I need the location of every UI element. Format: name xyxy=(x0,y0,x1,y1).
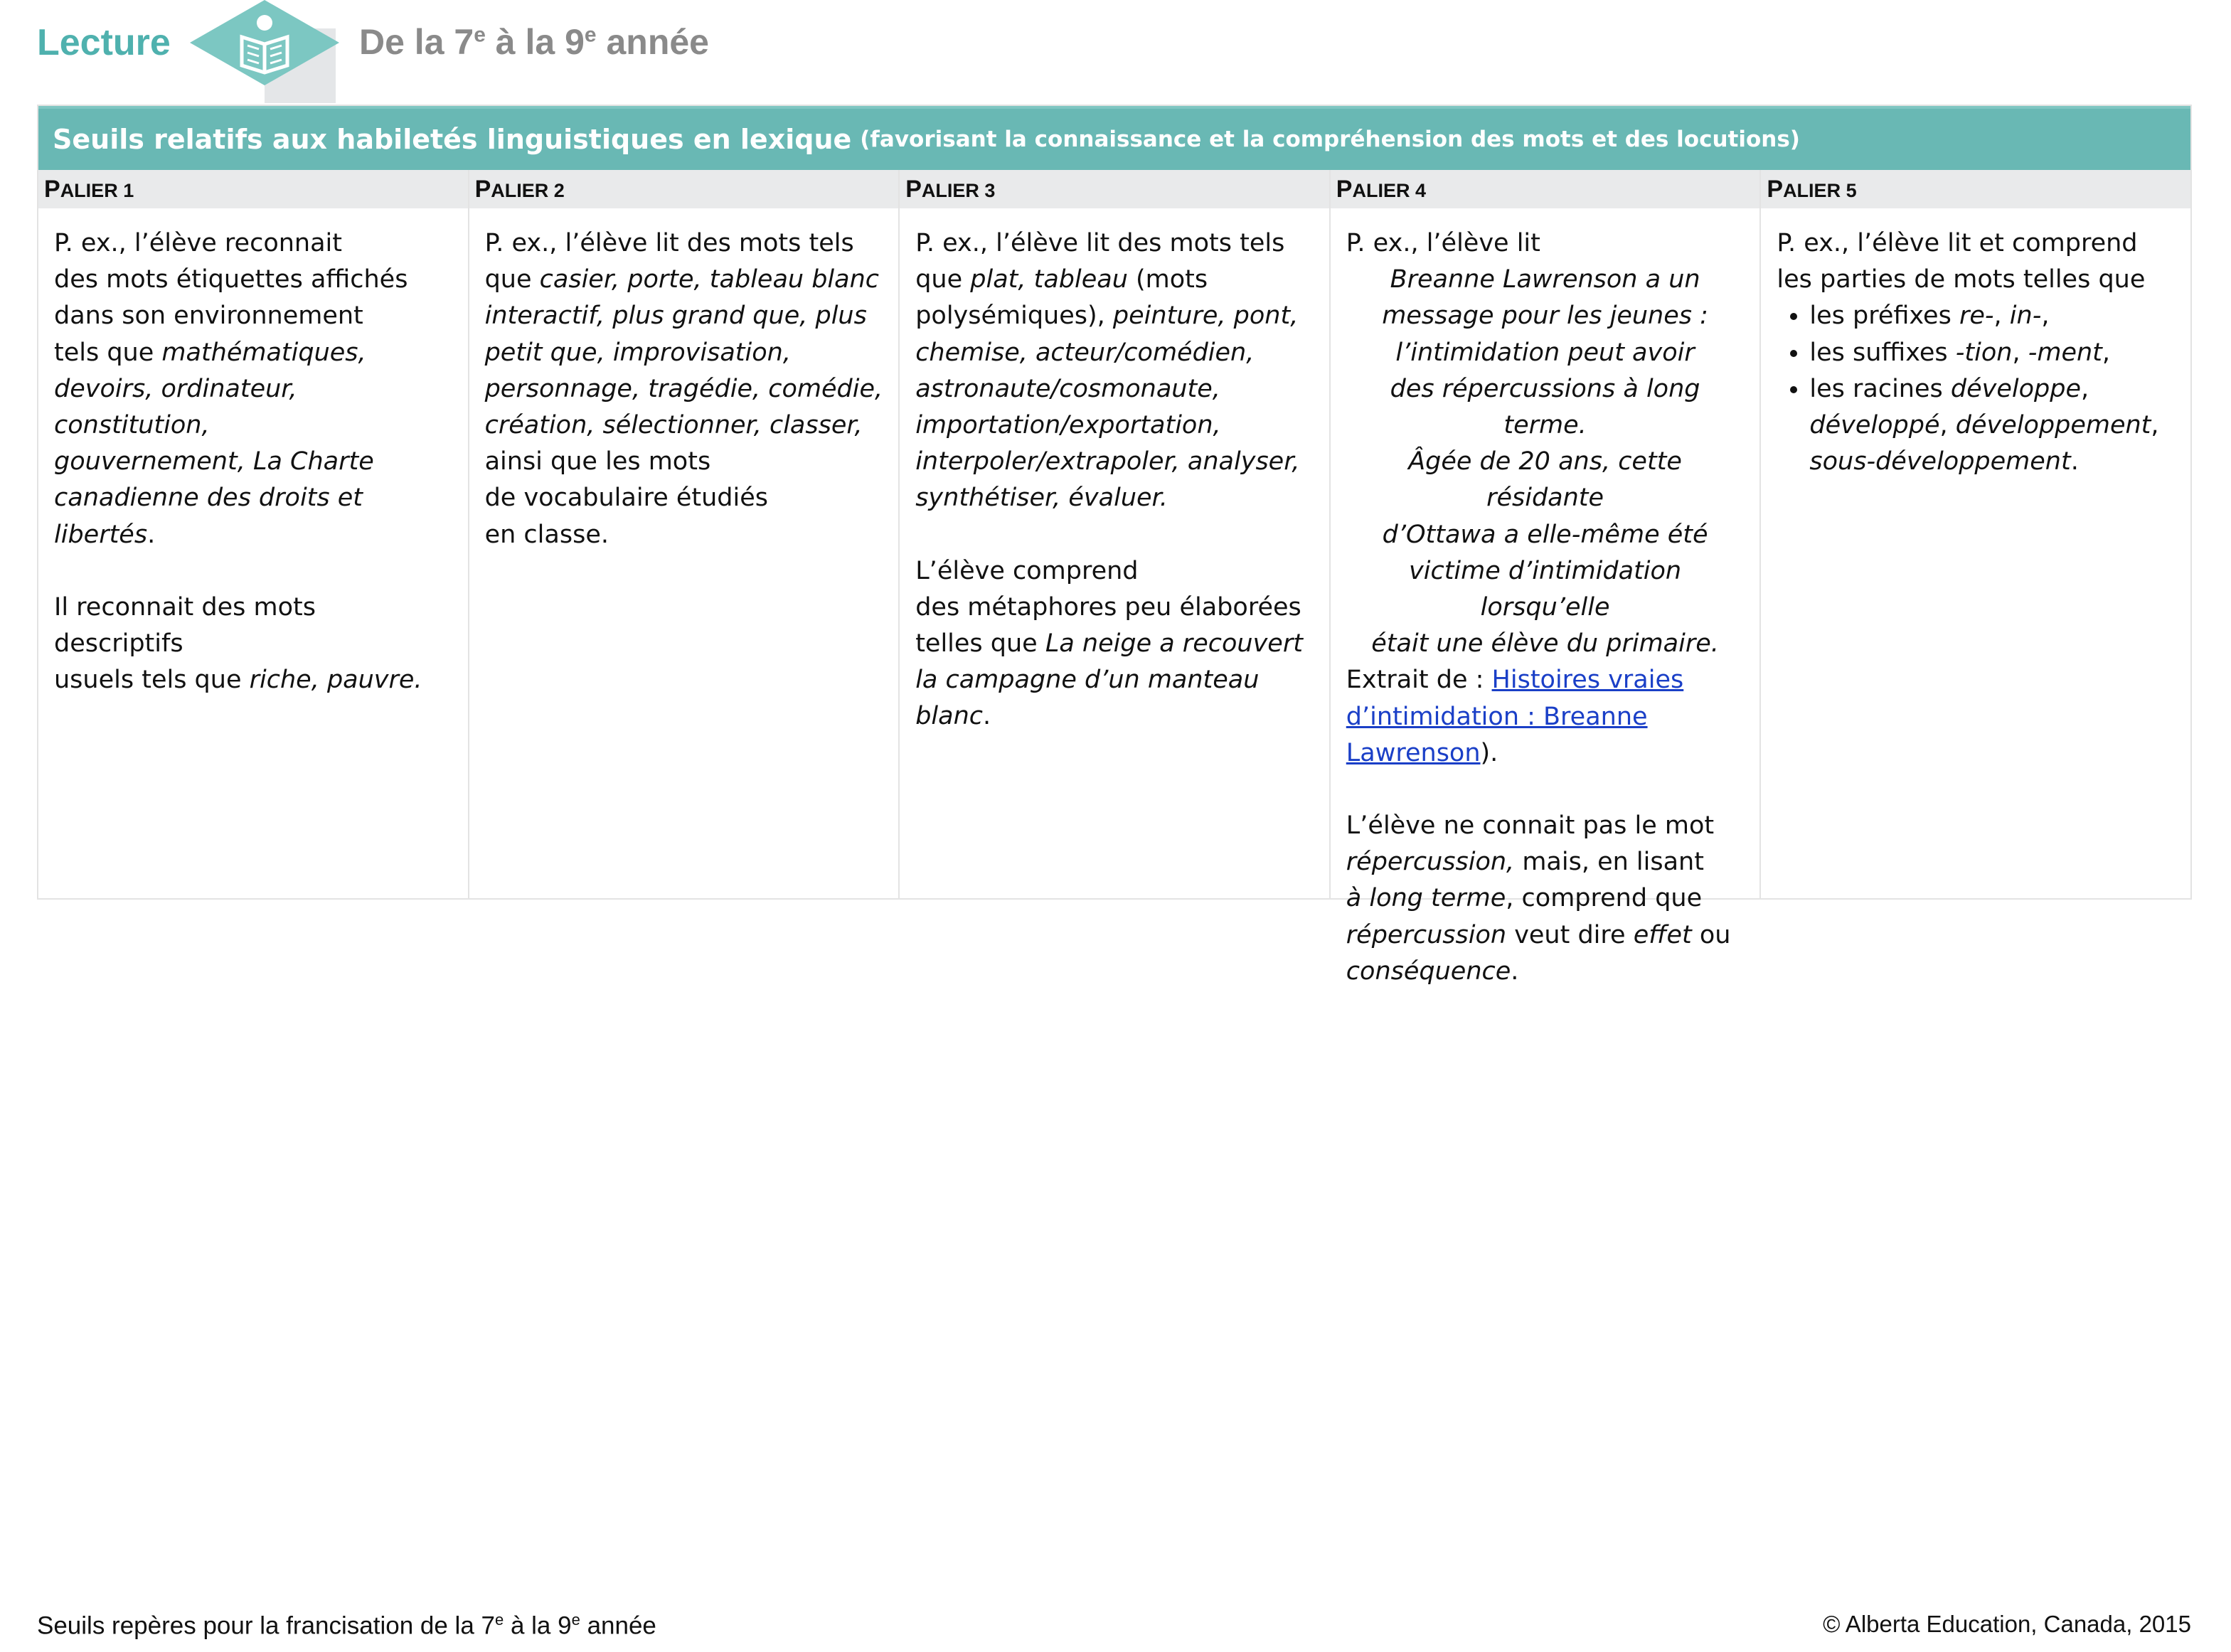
column-header: PALIER 1 xyxy=(38,170,468,208)
footer-document-title: Seuils repères pour la francisation de la 7e à la 9e année xyxy=(37,1611,656,1640)
list-item: • les suffixes -tion, -ment, xyxy=(1809,335,2175,371)
column-palier-5 xyxy=(1761,170,2190,900)
reading-logo-icon xyxy=(186,0,343,103)
column-body: P. ex., l’élève lit et comprend les parties de mots telles que • les préfixes re-, in-, • les suffixes -tion, -ment, • les racines développe, développé, développement, sous-développement. xyxy=(1761,208,2190,480)
table-title-bar xyxy=(38,106,2190,170)
source-link[interactable]: Histoires vraies xyxy=(1491,666,1684,695)
source-link[interactable]: d’intimidation : Breanne xyxy=(1346,702,1648,731)
column-header: PALIER 5 xyxy=(1761,170,2190,208)
column-body: P. ex., l’élève lit Breanne Lawrenson a un message pour les jeunes : l’intimidation peut avoir des répercussions à long terme. Âgée de 20 ans, cette résidante d’Ottawa a elle-même été victime d’intimidation lorsqu’elle était une élève du primaire. Extrait de : Histoires vraies d’intimidation : Breanne Lawrenson). L’élève ne connait pas le mot répercussion, mais, en lisant à long terme, comprend que répercussion veut dire effet ou conséquence. xyxy=(1331,208,1760,990)
table-subtitle: (favorisant la connaissance et la compréhension des mots et des locutions) xyxy=(860,127,1800,152)
column-header: PALIER 2 xyxy=(469,170,899,208)
footer-copyright: © Alberta Education, Canada, 2015 xyxy=(1823,1611,2191,1637)
source-link[interactable]: Lawrenson xyxy=(1346,738,1481,767)
column-palier-4 xyxy=(1331,170,1762,986)
thresholds-table xyxy=(37,105,2192,986)
list-item: • les préfixes re-, in-, xyxy=(1809,298,2175,334)
section-title: Lecture xyxy=(37,22,171,63)
column-palier-1 xyxy=(38,170,469,900)
column-body: P. ex., l’élève reconnait des mots étiquettes affichés dans son environnement tels que mathématiques, devoirs, ordinateur, constitution, gouvernement, La Charte canadienne des droits et libertés. Il reconnait des mots descriptifs usuels tels que riche, pauvre. xyxy=(54,229,422,695)
column-palier-2 xyxy=(469,170,900,900)
grade-range: De la 7e à la 9e année xyxy=(359,22,709,62)
column-header: PALIER 3 xyxy=(900,170,1329,208)
list-item: • les racines développe, développé, développement, sous-développement. xyxy=(1809,371,2175,481)
word-parts-list xyxy=(1777,298,2175,480)
column-body: P. ex., l’élève lit des mots tels que casier, porte, tableau blanc interactif, plus grand que, plus petit que, improvisation, personnage, tragédie, comédie, création, sélectionner, classer, ainsi que les mots de vocabulaire étudiés en classe. xyxy=(484,229,883,549)
table-title: Seuils relatifs aux habiletés linguistiques en lexique xyxy=(53,124,852,155)
column-palier-3 xyxy=(900,170,1331,900)
column-header: PALIER 4 xyxy=(1331,170,1760,208)
column-body: P. ex., l’élève lit des mots tels que plat, tableau (mots polysémiques), peinture, pont, chemise, acteur/comédien, astronaute/cosmonaute, importation/exportation, interpoler/extrapoler, analyser, synthétiser, évaluer. L’élève comprend des métaphores peu élaborées telles que La neige a recouvert la campagne d’un manteau blanc. xyxy=(915,229,1303,731)
quoted-excerpt: Breanne Lawrenson a un message pour les jeunes : l’intimidation peut avoir des répercussions à long terme. Âgée de 20 ans, cette résidante d’Ottawa a elle-même été victime d’intimidation lorsqu’elle était une élève du primaire. xyxy=(1371,265,1719,659)
